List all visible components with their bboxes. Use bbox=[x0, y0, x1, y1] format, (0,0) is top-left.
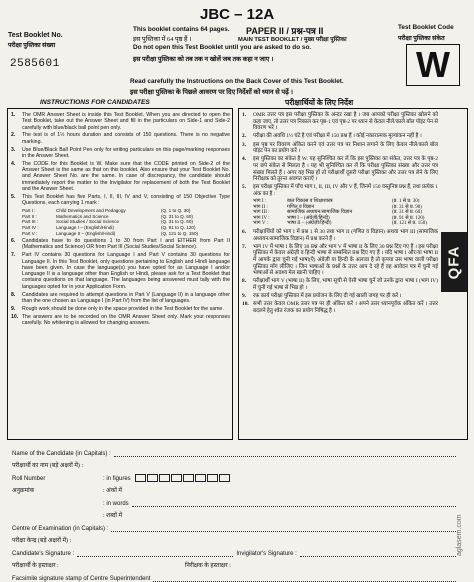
part-questions: (प्र. 1 से प्र. 30) bbox=[392, 199, 420, 205]
in-words-label-hi: : शब्दों में bbox=[103, 513, 123, 519]
instruction-hi-item: 7. भाग IV में भाषा I के लिए 30 प्रश्न और भाग V में भाषा II के लिए 30 प्रश्न दिए गए हैं । इस परीक्षा पुस्तिका में केवल अंग्रेज़ी व हिन्दी भाषा से सम्बन्धित प्रश्न दिए गए हैं । यदि भाषा I और/या भाषा II में आपके द्वारा चुनी गई भाषा(एँ) अंग्रेज़ी या हिन्दी के अलावा है तो कृपया उस भाषा वाली परीक्षा पुस्तिका माँग लीजिए । जिन भाषाओं के प्रश्नों के उत्तर आप दे रहे हैं वह आवेदन पत्र में चुनी गई भाषाओं से अवश्य मेल खानी चाहिए । bbox=[242, 243, 438, 277]
in-words-label: : in words bbox=[103, 500, 129, 507]
part-questions: (प्र. 31 से प्र. 60) bbox=[392, 210, 422, 216]
candidate-name-hi-row bbox=[12, 457, 456, 470]
instructions-hi-list-a bbox=[242, 112, 438, 198]
instructions-title-hi: परीक्षार्थियों के लिए निर्देश bbox=[285, 98, 354, 107]
instruction-hi-item: 8. परीक्षार्थी भाग V (भाषा II) के लिए, भाषा सूची से ऐसी भाषा चुनें जो उनके द्वारा भाषा I (भाग IV) में चुनी गई भाषा से भिन्न हो । bbox=[242, 278, 438, 291]
part-label: भाग III : bbox=[253, 210, 270, 216]
parts-list-hi bbox=[242, 199, 438, 227]
centre-label-hi: परीक्षा केन्द्र (बड़े अक्षरों में) : bbox=[12, 538, 72, 544]
instruction-en-item: 3. Use Blue/Black Ball Point Pen only for writing particulars on this page/marking responses in the Answer Sheet. bbox=[11, 146, 230, 159]
part-questions: (प्र. 91 से प्र. 120) bbox=[392, 215, 425, 221]
candidate-signature-label-hi: परीक्षार्थी के हस्ताक्षर : bbox=[12, 563, 59, 569]
instruction-en-item: 2. The test is of 1½ hours duration and consists of 150 questions. There is no negative marking. bbox=[11, 132, 230, 145]
roll-words-hi-row bbox=[12, 507, 456, 520]
part-label: Part I : bbox=[22, 208, 36, 214]
candidate-name-label-hi: परीक्षार्थी का नाम (बड़े अक्षरों में) : bbox=[12, 463, 84, 469]
invigilator-signature-label: Invigilator's Signature : bbox=[236, 550, 297, 557]
roll-number-row bbox=[12, 469, 456, 482]
part-label: Part IV : bbox=[22, 224, 39, 230]
part-questions: (Q. 31 to Q. 60) bbox=[161, 219, 193, 225]
invigilator-signature-field[interactable] bbox=[300, 550, 456, 557]
part-row bbox=[22, 231, 230, 237]
roll-figures-boxes[interactable] bbox=[134, 474, 230, 482]
instruction-hi-item: 4. इस पुस्तिका का संकेत है W. यह सुनिश्चित कर लें कि इस पुस्तिका का संकेत, उत्तर पत्र के पृष्ठ-2 पर छपे संकेत से मिलता है । यह भी सुनिश्चित कर लें कि परीक्षा पुस्तिका संख्या और उत्तर पत्र संख्या मिलते हैं । अगर यह भिन्न हों तो परीक्षार्थी दूसरी परीक्षा पुस्तिका और उत्तर पत्र लेने के लिए निरीक्षक को तुरन्त अवगत कराएँ । bbox=[242, 156, 438, 183]
test-booklet-no-label-hindi: परीक्षा पुस्तिका संख्या bbox=[8, 42, 56, 49]
roll-number-hi-row bbox=[12, 482, 456, 495]
part-questions: (Q. 1 to Q. 30) bbox=[161, 208, 191, 214]
invigilator-signature-label-hi: निरीक्षक के हस्ताक्षर : bbox=[185, 563, 231, 569]
instruction-hi-item: 1. OMR उत्तर पत्र इस परीक्षा पुस्तिका के अन्दर रखा है । जब आपको परीक्षा पुस्तिका खोलने को कहा जाए, तो उत्तर पत्र निकाल कर पृष्ठ-1 एवं पृष्ठ-2 पर ध्यान से केवल नीले/काले बॉल पॉइंट पेन से विवरण भरें । bbox=[242, 112, 438, 132]
in-figures-label-hi: : अंकों में bbox=[103, 488, 123, 494]
part-subject: Social Studies / Social Science bbox=[56, 219, 120, 225]
roll-words-row bbox=[12, 494, 456, 507]
instruction-en-item: 9. Rough work should be done only in the space provided in the Test Booklet for the same. bbox=[11, 305, 224, 312]
booklet-code-label: Test Booklet Code bbox=[398, 24, 454, 31]
paper-title: PAPER II / प्रश्न-पत्र II bbox=[246, 26, 324, 36]
instruction-hi-item: 3. इस पृष्ठ पर विवरण अंकित करने एवं उत्तर पत्र पर निशान लगाने के लिए केवल नीले/काले बॉल पॉइंट पेन का प्रयोग करें । bbox=[242, 141, 438, 155]
instruction-en-item: 7. Part IV contains 30 questions for Language I and Part V contains 30 questions for Language II. In this Test Booklet, only questions pertaining to English and Hindi language have been given. In case the language(s) you have opted for as Language I and/or Language II is a language other than English or Hindi, please ask for a Test Booklet that contains questions on that language. The languages being answered must tally with the languages opted for in your Application Form. bbox=[11, 252, 230, 290]
facsimile-row bbox=[12, 569, 456, 582]
candidate-name-row bbox=[12, 444, 456, 457]
instruction-en-item: 5. This Test Booklet has five Parts, I, II, III, IV and V, consisting of 150 Objective Type Questions, each carrying 1 mark : bbox=[11, 193, 230, 207]
read-back-cover-hi: इस परीक्षा पुस्तिका के पिछले आवरण पर दिए निर्देशों को ध्यान से पढ़ें । bbox=[130, 89, 293, 96]
instructions-en-list-b bbox=[11, 238, 230, 326]
part-questions: (Q. 91 to Q. 120) bbox=[161, 224, 196, 230]
centre-hi-row bbox=[12, 532, 456, 545]
pages-count-en: This booklet contains 64 pages. bbox=[133, 26, 230, 33]
part-subject: Language I – (English/Hindi) bbox=[56, 224, 114, 230]
instruction-hi-item: 9. रफ़ कार्य परीक्षा पुस्तिका में इस प्रयोजन के लिए दी गई खाली जगह पर ही करें । bbox=[242, 293, 402, 300]
booklet-number: 2585601 bbox=[10, 58, 60, 70]
part-questions: (प्र. 121 से प्र. 150) bbox=[392, 221, 427, 227]
roll-words-field[interactable] bbox=[132, 500, 456, 507]
candidate-form bbox=[12, 444, 456, 582]
exam-code: JBC – 12A bbox=[200, 6, 275, 23]
do-not-open-hi: इस परीक्षा पुस्तिका को तब तक न खोलें जब तक कहा न जाए । bbox=[133, 56, 274, 63]
instructions-en-list-a bbox=[11, 112, 230, 207]
centre-row bbox=[12, 519, 456, 532]
part-subject: Mathematics and Science bbox=[56, 213, 109, 219]
read-back-cover-en: Read carefully the Instructions on the Back Cover of this Test Booklet. bbox=[130, 78, 344, 85]
part-subject: Language II – (English/Hindi) bbox=[56, 230, 116, 236]
part-subject: बाल विकास व शिक्षाशास्त्र bbox=[287, 199, 333, 205]
parts-list-en bbox=[11, 208, 230, 236]
in-figures-label: : in figures bbox=[103, 475, 131, 482]
do-not-open-en: Do not open this Test Booklet until you are asked to do so. bbox=[133, 44, 312, 51]
test-booklet-no-label: Test Booklet No. bbox=[8, 32, 63, 39]
instruction-en-item: 1. The OMR Answer Sheet is inside this Test Booklet. When you are directed to open the Test Booklet, take out the Answer Sheet and fill in the particulars on Side-1 and Side-2 carefully with blue/black ball point pen only. bbox=[11, 112, 230, 131]
booklet-code: W bbox=[416, 44, 450, 85]
instruction-en-item: 8. Candidates are required to attempt questions in Part V (Language II) in a language other than the one chosen as Language I (in Part IV) from the list of languages. bbox=[11, 291, 230, 304]
candidate-name-field[interactable] bbox=[114, 450, 456, 457]
candidate-signature-field[interactable] bbox=[77, 550, 233, 557]
roll-number-label: Roll Number bbox=[12, 475, 46, 482]
part-questions: (Q. 121 to Q. 150) bbox=[161, 230, 199, 236]
booklet-code-box bbox=[406, 44, 460, 86]
watermark: aglasem.com bbox=[456, 514, 463, 556]
instructions-title-en: INSTRUCTIONS FOR CANDIDATES bbox=[40, 99, 150, 106]
main-booklet-label: MAIN TEST BOOKLET / मुख्य परीक्षा पुस्तिका bbox=[238, 37, 347, 43]
instruction-en-item: 4. The CODE for this Booklet is W. Make sure that the CODE printed on Side-2 of the Answer Sheet is the same as that on this booklet. Also ensure that your Test Booklet No. and Answer Sheet No. are the same. In case of discrepancy, the candidate should immediately report the matter to the Invigilator for replacement of both the Test Booklet and the Answer Sheet. bbox=[11, 160, 230, 193]
pages-count-hi: इस पुस्तिका में 64 पृष्ठ हैं । bbox=[133, 36, 192, 43]
instructions-hi bbox=[242, 112, 438, 316]
instructions-hi-list-b bbox=[242, 229, 438, 315]
part-label: भाग V : bbox=[253, 221, 269, 227]
facsimile-label: Facsimile signature stamp of Centre Superintendent bbox=[12, 575, 151, 582]
signature-row bbox=[12, 544, 456, 557]
instruction-hi-item: 10. सभी उत्तर केवल OMR उत्तर पत्र पर ही अंकित करें । अपने उत्तर ध्यानपूर्वक अंकित करें । उत्तर बदलने हेतु श्वेत रंजक का प्रयोग निषिद्ध है । bbox=[242, 301, 438, 314]
instruction-en-item: 6. Candidates have to do questions 1 to 30 from Part I and EITHER from Part II (Mathematics and Science) OR from Part III (Social Studies/Social Science). bbox=[11, 238, 230, 251]
part-label: भाग I : bbox=[253, 199, 267, 205]
part-subject: सामाजिक अध्ययन/सामाजिक विज्ञान bbox=[287, 210, 353, 216]
instruction-hi-item: 6. परीक्षार्थियों को भाग I में प्रश्न 1 से 30 तथा भाग II (गणित व विज्ञान) अथवा भाग III (सामाजिक अध्ययन/सामाजिक विज्ञान) में प्रश्न करने हैं । bbox=[242, 229, 438, 242]
part-label: Part II : bbox=[22, 213, 37, 219]
candidate-name-label: Name of the Candidate (in Capitals) : bbox=[12, 450, 111, 457]
roll-number-label-hi: अनुक्रमांक bbox=[12, 488, 35, 494]
booklet-code-label-hindi: परीक्षा पुस्तिका संकेत bbox=[398, 35, 445, 42]
centre-field[interactable] bbox=[111, 525, 456, 532]
instructions-en bbox=[11, 112, 230, 328]
centre-label: Centre of Examination (in Capitals) : bbox=[12, 525, 109, 532]
stamp-text: QFA bbox=[445, 245, 463, 279]
candidate-signature-label: Candidate's Signature : bbox=[12, 550, 75, 557]
part-questions: (प्र. 31 से प्र. 90) bbox=[392, 204, 422, 210]
part-label: Part III : bbox=[22, 219, 39, 225]
part-label: भाग II : bbox=[253, 204, 268, 210]
part-subject: भाषा I – (अंग्रेज़ी/हिन्दी) bbox=[287, 215, 330, 221]
part-subject: भाषा II – (अंग्रेज़ी/हिन्दी) bbox=[287, 221, 332, 227]
signature-hi-row bbox=[12, 557, 456, 570]
instruction-en-item: 10. The answers are to be recorded on the OMR Answer Sheet only. Mark your responses carefully. No whitening is allowed for changing answers. bbox=[11, 313, 230, 327]
instruction-hi-item: 5. इस परीक्षा पुस्तिका में पाँच भाग I, II, III, IV और V हैं, जिनमें 150 वस्तुनिष्ठ प्रश्न हैं, तथा प्रत्येक 1 अंक का है : bbox=[242, 184, 438, 197]
part-questions: (Q. 31 to Q. 60) bbox=[161, 213, 193, 219]
facsimile-field[interactable] bbox=[153, 575, 456, 582]
part-label: भाग IV : bbox=[253, 215, 270, 221]
part-subject: Child Development and Pedagogy bbox=[56, 208, 126, 214]
part-subject: गणित व विज्ञान bbox=[287, 204, 315, 210]
part-label: Part V : bbox=[22, 230, 38, 236]
part-row bbox=[253, 221, 438, 227]
instruction-hi-item: 2. परीक्षा की अवधि 1½ घंटे है एवं परीक्षा में 150 प्रश्न हैं । कोई नकारात्मक मूल्यांकन नहीं है । bbox=[242, 133, 422, 140]
inspection-stamp bbox=[441, 232, 467, 292]
